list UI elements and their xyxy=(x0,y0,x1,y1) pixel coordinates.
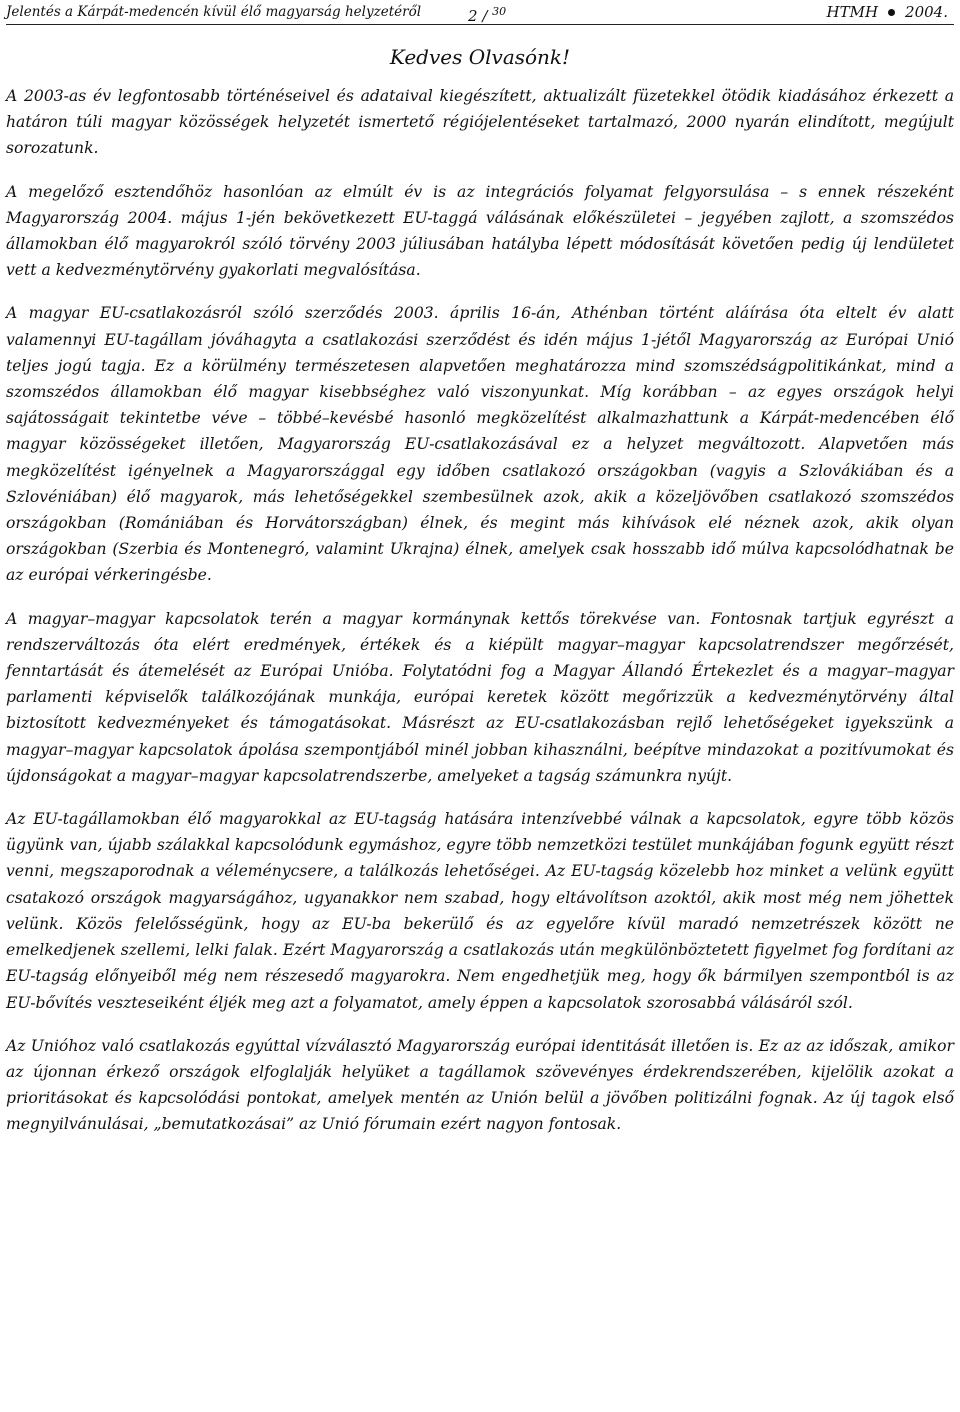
paragraph-6: Az Unióhoz való csatlakozás egyúttal vízválasztó Magyarország európai identitását illetően is. Ez az az időszak, amikor az újonnan érkező országok elfoglalják helyüket a tagállamok szövevényes érdekrendszerében, kijelölik azokat a prioritásokat és kapcsolódási pontokat, amelyek mentén az Unión belül a jövőben politizálni fognak. Az új tagok első megnyilvánulásai, „bemutatkozásai” az Unió fórumain ezért nagyon fontosak. xyxy=(6,1036,954,1134)
page-number: 2 xyxy=(468,7,478,25)
bullet-icon xyxy=(888,9,895,16)
paragraph-1: A 2003-as év legfontosabb történéseivel és adataival kiegészített, aktualizált füzetekkel ötödik kiadásához érkezett a határon túli magyar közösségek helyzetét ismertető régiójelentéseket tartalmazó, 2000 nyarán elindított, megújult sorozatunk. xyxy=(6,87,954,158)
paragraph-4: A magyar–magyar kapcsolatok terén a magyar kormánynak kettős törekvése van. Fontosnak tartjuk egyrészt a rendszerváltozás óta elért eredmények, értékek és a kiépült magyar–magyar kapcsolatrendszer megőrzését, fenntartását és átemelését az Európai Unióba. Folytatódni fog a Magyar Állandó Értekezlet és a magyar–magyar parlamenti képviselők találkozójának munkája, európai keretek között megőrizzük a kedvezménytörvény által biztosított kedvezményeket és támogatásokat. Másrészt az EU-csatlakozásban rejlő lehetőségeket igyekszünk a magyar–magyar kapcsolatok ápolása szempontjából minél jobban kihasználni, beépítve mindazokat a pozitívumokat és újdonságokat a magyar–magyar kapcsolatrendszerbe, amelyeket a tagság számunkra nyújt. xyxy=(6,609,954,785)
page-indicator: 2 / $^{30}$ xyxy=(468,5,507,25)
running-header xyxy=(6,0,954,25)
header-year: 2004. xyxy=(905,3,948,21)
letter-title: Kedves Olvasónk! xyxy=(389,45,571,69)
paragraph-5: Az EU-tagállamokban élő magyarokkal az EU-tagság hatására intenzívebbé válnak a kapcsolatok, egyre több közös ügyünk van, újabb szálakkal kapcsolódunk egymáshoz, egyre több nemzetközi testület munkájában fogunk együtt részt venni, megszaporodnak a véleménycsere, a találkozás lehetőségei. Az EU-tagság közelebb hoz minket a velünk együtt csatakozó országok magyarságához, ugyanakkor nem szabad, hogy eltávolítson azoktól, akik most még nem jöhettek velünk. Közös felelősségünk, hogy az EU-ba bekerülő és az egyelőre kívül maradó nemzetrészek között ne emelkedjenek szellemi, lelki falak. Ezért Magyarország a csatlakozás után megkülönböztetett figyelmet fog fordítani az EU-tagság előnyeiből még nem részesedő magyarokra. Nem engedhetjük meg, hogy ők bármilyen szempontból is az EU-bővítés veszteseiként éljék meg azt a folyamatot, amely éppen a kapcsolatok szorosabbá válásáról szól. xyxy=(6,810,954,1012)
header-org: HTMH xyxy=(826,3,879,21)
header-report-title: Jelentés a Kárpát-medencén kívül élő magyarság helyzetéről xyxy=(6,4,422,20)
paragraph-3: A magyar EU-csatlakozásról szóló szerződés 2003. április 16-án, Athénban történt aláírása óta eltelt év alatt valamennyi EU-tagállam jóváhagyta a csatlakozási szerződést és idén május 1-jétől Magyarország az Európai Unió teljes jogú tagja. Ez a körülmény természetesen alapvetően meghatározza mind szomszédságpolitikánkat, mind a szomszédos államokban élő magyar kisebbséghez való viszonyunkat. Míg korábban – az egyes országok helyi sajátosságait tekintetbe véve – többé–kevésbé hasonló megközelítést alkalmazhattunk a Kárpát-medencében élő magyar közösségeket illetően, Magyarország EU-csatlakozásával ez a helyzet megváltozott. Alapvetően más megközelítést igényelnek a Magyarországgal egy időben csatlakozó országokban (vagyis a Szlovákiában és a Szlovéniában) élő magyarok, más lehetőségekkel szembesülnek azok, akik a közeljövőben csatlakozó szomszédos országokban (Romániában és Horvátországban) élnek, és megint más kihívások elé néznek azok, akik olyan országokban (Szerbia és Montenegró, valamint Ukrajna) élnek, amelyek csak hosszabb idő múlva kapcsolódhatnak be az európai vérkeringésbe. xyxy=(6,304,954,585)
page-total: 30 xyxy=(492,5,507,18)
header-org-year xyxy=(827,0,948,24)
paragraph-2: A megelőző esztendőhöz hasonlóan az elmúlt év is az integrációs folyamat felgyorsulása – s ennek részeként Magyarország 2004. május 1-jén bekövetkezett EU-taggá válásának előkészületei – jegyében zajlott, a szomszédos államokban élő magyarokról szóló törvény 2003 júliusában hatályba lépett módosítását követően pedig új lendületet vett a kedvezménytörvény gyakorlati megvalósítása. xyxy=(6,182,954,280)
